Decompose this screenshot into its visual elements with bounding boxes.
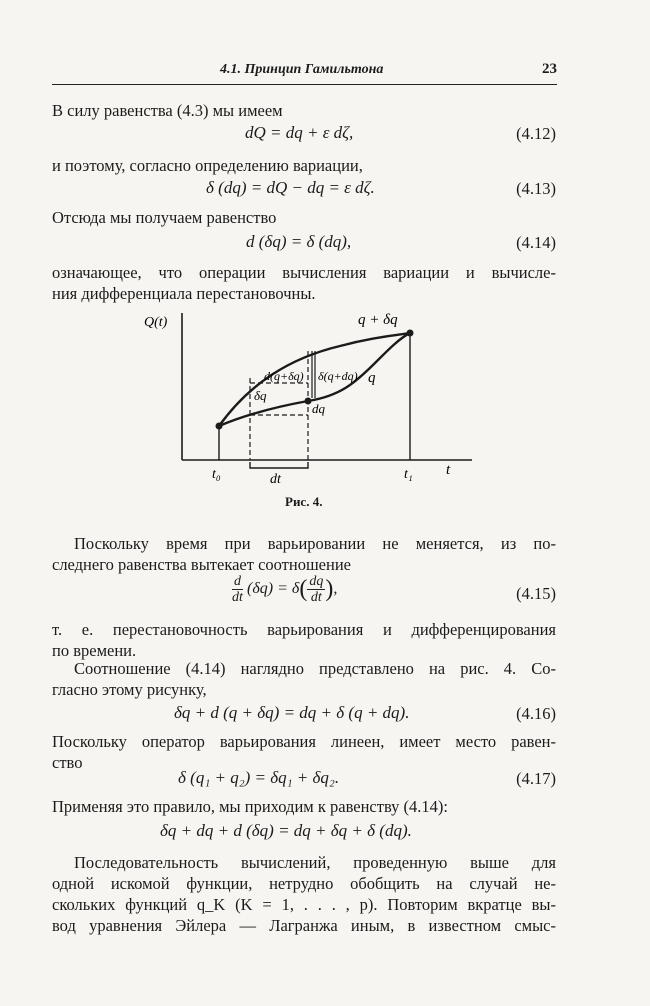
- equation-4-13: δ (dq) = dQ − dq = ε dζ.: [206, 178, 375, 197]
- point-mid: [305, 398, 312, 405]
- point-t1: [407, 330, 414, 337]
- label-t1: t₁: [404, 467, 413, 482]
- equation-4-14: d (δq) = δ (dq),: [246, 232, 352, 251]
- paragraph-4-line-2: ния дифференциала перестановочны.: [52, 284, 316, 303]
- equation-4-15-middle: (δq) = δ: [247, 580, 300, 598]
- y-axis-label: Q(t): [144, 315, 168, 330]
- paragraph-7-line-2: гласно этому рисунку,: [52, 680, 207, 699]
- fraction-dq-dt: $\frac{dq}{dt}$: [309, 574, 324, 605]
- right-paren: ): [325, 576, 334, 602]
- figure-caption: Рис. 4.: [285, 494, 323, 509]
- paragraph-10-line-4: вод уравнения Эйлера — Лагранжа иным, в известном смыс-: [52, 916, 556, 935]
- upper-curve-label: q + δq: [358, 312, 398, 328]
- x-axis-label: t: [446, 462, 451, 478]
- fraction-d-dt: $\frac{d}{dt}$: [232, 574, 243, 605]
- dt-bracket: [250, 462, 308, 468]
- label-delta-q: δq: [254, 388, 267, 403]
- point-t0: [216, 423, 223, 430]
- equation-number-4-14: (4.14): [516, 233, 556, 252]
- equation-4-17: δ (q₁ + q₂) = δq₁ + δq₂.: [178, 768, 340, 787]
- left-paren: (: [299, 576, 308, 602]
- page-number: 23: [542, 61, 557, 77]
- equation-4-16: δq + d (q + δq) = dq + δ (q + dq).: [174, 703, 410, 722]
- label-t0: t₀: [212, 467, 221, 482]
- equation-number-4-16: (4.16): [516, 704, 556, 723]
- equation-4-15: $\frac{d}{dt}$ (δq) = δ( $\frac{dq}{dt}$ ),: [232, 574, 338, 605]
- equation-number-4-17: (4.17): [516, 769, 556, 788]
- label-dt: dt: [270, 472, 281, 487]
- label-delta-q-plus-dq: δ(q+dq): [318, 369, 358, 383]
- label-dq: dq: [312, 401, 325, 416]
- equation-number-4-15: (4.15): [516, 584, 556, 603]
- paragraph-5-line-2: следнего равенства вытекает соотношение: [52, 555, 351, 574]
- paragraph-9: Применяя это правило, мы приходим к равенству (4.14):: [52, 797, 448, 816]
- paragraph-2: и поэтому, согласно определению вариации,: [52, 156, 363, 175]
- running-header: [52, 60, 557, 85]
- paragraph-6-line-1: т. е. перестановочность варьирования и дифференцирования: [52, 620, 556, 639]
- paragraph-7-line-1: Соотношение (4.14) наглядно представлено на рис. 4. Со-: [74, 659, 556, 678]
- figure-4: [140, 308, 480, 488]
- paragraph-4-line-1: означающее, что операции вычисления вариации и вычисле-: [52, 263, 556, 282]
- paragraph-6-line-2: по времени.: [52, 641, 137, 660]
- equation-4-12: dQ = dq + ε dζ,: [245, 123, 354, 142]
- paragraph-8-line-2: ство: [52, 753, 83, 772]
- equation-number-4-13: (4.13): [516, 179, 556, 198]
- paragraph-5-line-1: Поскольку время при варьировании не меняется, из по-: [74, 534, 556, 553]
- header-title: 4.1. Принцип Гамильтона: [220, 62, 384, 77]
- paragraph-10-line-2: одной искомой функции, нетрудно обобщить на случай не-: [52, 874, 556, 893]
- lower-curve-label: q: [368, 370, 376, 386]
- equation-number-4-12: (4.12): [516, 124, 556, 143]
- paragraph-10-line-1: Последовательность вычислений, проведенную выше для: [74, 853, 556, 872]
- paragraph-10-line-3: скольких функций q_K (K = 1, . . . , p). Повторим вкратце вы-: [52, 895, 556, 914]
- paragraph-3: Отсюда мы получаем равенство: [52, 208, 277, 227]
- equation-4-18: δq + dq + d (δq) = dq + δq + δ (dq).: [160, 821, 412, 840]
- paragraph-8-line-1: Поскольку оператор варьирования линеен, имеет место равен-: [52, 732, 556, 751]
- label-d-q-plus-dq: d(q+δq): [264, 369, 304, 383]
- paragraph-1: В силу равенства (4.3) мы имеем: [52, 101, 283, 120]
